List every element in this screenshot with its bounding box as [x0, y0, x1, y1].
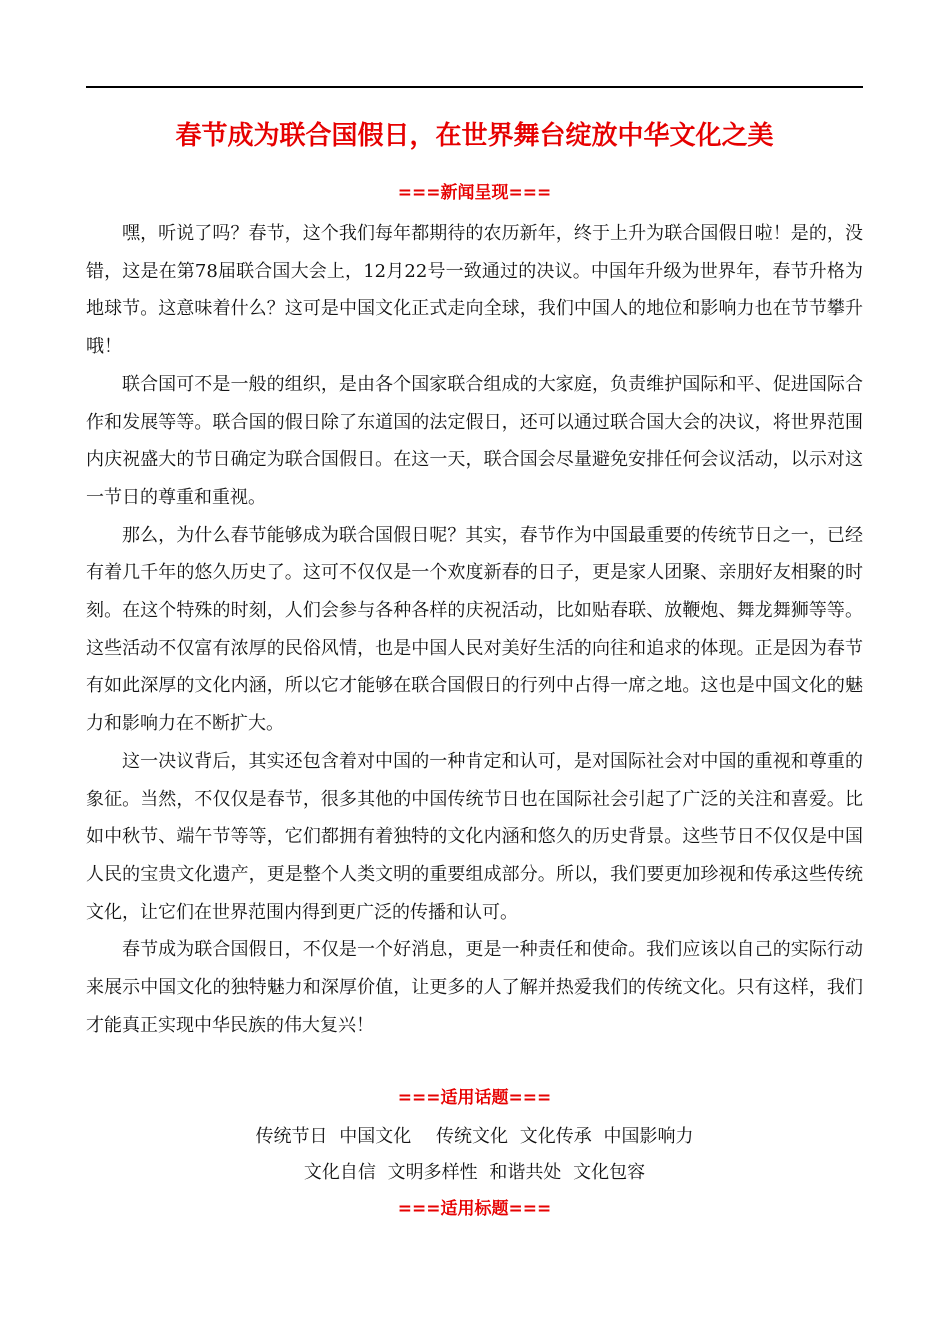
topic-tag: 文明多样性: [387, 1162, 478, 1183]
topic-tag: 文化包容: [573, 1162, 646, 1183]
topic-tags-row-2: [86, 1158, 863, 1188]
paragraph: 春节成为联合国假日，不仅是一个好消息，更是一种责任和使命。我们应该以自己的实际行动来展示中国文化的独特魅力和深厚价值，让更多的人了解并热爱我们的传统文化。只有这样，我们才能真正实现中华民族的伟大复兴！: [86, 939, 863, 1036]
topic-tag: 中国文化: [339, 1126, 412, 1147]
section-heading-titles: ===适用标题===: [397, 1199, 552, 1219]
document-title: 春节成为联合国假日，在世界舞台绽放中华文化之美: [175, 121, 774, 151]
topic-tag: 和谐共处: [489, 1162, 562, 1183]
paragraph: 联合国可不是一般的组织，是由各个国家联合组成的大家庭，负责维护国际和平、促进国际合作和发展等等。联合国的假日除了东道国的法定假日，还可以通过联合国大会的决议，将世界范围内庆祝盛大的节日确定为联合国假日。在这一天，联合国会尽量避免安排任何会议活动，以示对这一节日的尊重和重视。: [86, 373, 863, 508]
paragraph: 那么，为什么春节能够成为联合国假日呢？其实，春节作为中国最重要的传统节日之一，已经有着几千年的悠久历史了。这可不仅仅是一个欢度新春的日子，更是家人团聚、亲朋好友相聚的时刻。在这个特殊的时刻，人们会参与各种各样的庆祝活动，比如贴春联、放鞭炮、舞龙舞狮等等。这些活动不仅富有浓厚的民俗风情，也是中国人民对美好生活的向往和追求的体现。正是因为春节有如此深厚的文化内涵，所以它才能够在联合国假日的行列中占得一席之地。这也是中国文化的魅力和影响力在不断扩大。: [86, 524, 863, 735]
topic-tag: 传统文化: [436, 1126, 508, 1147]
section-heading-news: ===新闻呈现===: [397, 183, 552, 203]
section-heading-topics: ===适用话题===: [397, 1088, 552, 1108]
topic-tags-row-1: [86, 1122, 863, 1152]
topic-tag: 中国影响力: [603, 1126, 694, 1147]
topic-tag: 传统节日: [255, 1126, 328, 1147]
article-body: [86, 215, 863, 1044]
topic-tag: 文化自信: [303, 1162, 376, 1183]
paragraph: 嘿，听说了吗？春节，这个我们每年都期待的农历新年，终于上升为联合国假日啦！是的，没错，这是在第78届联合国大会上，12月22号一致通过的决议。中国年升级为世界年，春节升格为地球节。这意味着什么？这可是中国文化正式走向全球，我们中国人的地位和影响力也在节节攀升哦！: [86, 223, 863, 358]
top-divider: [86, 86, 863, 88]
paragraph: 这一决议背后，其实还包含着对中国的一种肯定和认可，是对国际社会对中国的重视和尊重的象征。当然，不仅仅是春节，很多其他的中国传统节日也在国际社会引起了广泛的关注和喜爱。比如中秋节、端午节等等，它们都拥有着独特的文化内涵和悠久的历史背景。这些节日不仅仅是中国人民的宝贵文化遗产，更是整个人类文明的重要组成部分。所以，我们要更加珍视和传承这些传统文化，让它们在世界范围内得到更广泛的传播和认可。: [86, 750, 863, 923]
topic-tag: 文化传承: [519, 1126, 592, 1147]
